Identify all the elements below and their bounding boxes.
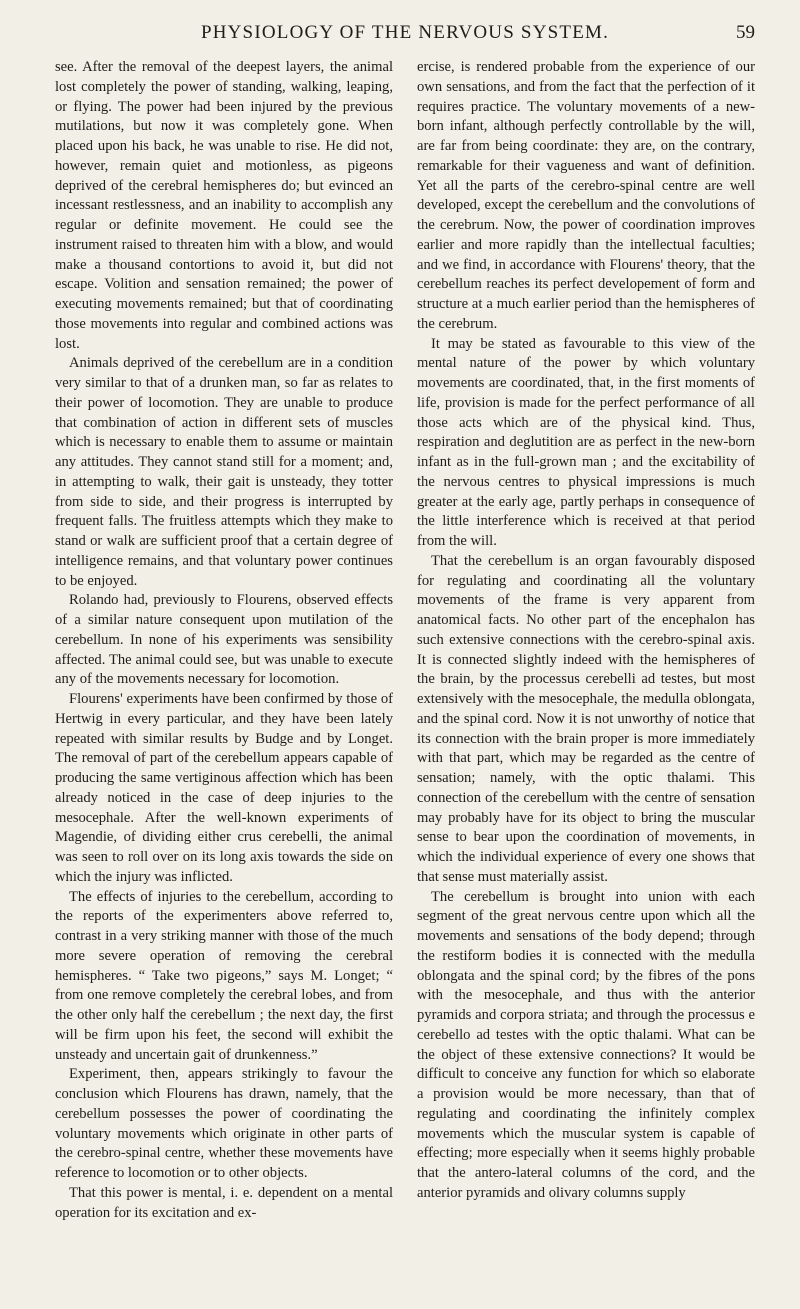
paragraph: Rolando had, previously to Flourens, observed effects of a similar nature consequent upon mutilation of the cerebellum. In none of his experiments was sensibility affected. The animal could see, but was unable to execute any of the movements necessary for locomotion. <box>55 592 393 688</box>
body-text <box>55 58 755 1293</box>
paragraph: The cerebellum is brought into union with each segment of the great nervous centre upon which all the movements and sensations of the body depend; through the restiform bodies it is connected with the medulla oblongata and the spinal cord; by the fibres of the pons with the mesocephale, and thus with the anterior pyramids and corpora striata; and through the processus e cerebello ad testes with the optic thalami. What can be the object of these extensive connections? It would be difficult to conceive any function for which so elaborate a provision would be more necessary, than that of regulating and coordinating the infinitely complex movements which the muscular system is capable of effecting; more especially when it seems highly probable that the antero-lateral columns of the cord, and the anterior pyramids and olivary columns supply <box>417 888 755 1201</box>
paragraph: Experiment, then, appears strikingly to favour the conclusion which Flourens has drawn, namely, that the cerebellum possesses the power of coordinating the voluntary movements which originate in other parts of the cerebro-spinal centre, whether these movements have reference to locomotion or to other objects. <box>55 1066 393 1181</box>
paragraph: The effects of injuries to the cerebellum, according to the reports of the experimenters above referred to, contrast in a very striking manner with those of the much more severe operation of removing the cerebral hemispheres. “ Take two pigeons,” says M. Longet; “ from one remove completely the cerebral lobes, and from the other only half the cerebellum ; the next day, the first will be firm upon his feet, the second will exhibit the unsteady and uncertain gait of drunkenness.” <box>55 888 393 1063</box>
page-number: 59 <box>736 22 755 43</box>
paragraph: That this power is mental, i. e. dependent on a mental operation for its excitation and ex- <box>55 1184 393 1221</box>
paragraph: Animals deprived of the cerebellum are in a condition very similar to that of a drunken man, so far as relates to their power of locomotion. They are unable to produce that combination of action in different sets of muscles which is necessary to enable them to assume or maintain any attitudes. They cannot stand still for a moment; and, in attempting to walk, their gait is unsteady, they totter from side to side, and their progress is interrupted by frequent falls. The fruitless attempts which they make to stand or walk are sufficient proof that a certain degree of intelligence remains, and that voluntary power continues to be enjoyed. <box>55 355 393 589</box>
page-header <box>55 22 755 52</box>
paragraph: It may be stated as favourable to this view of the mental nature of the power by which voluntary movements are coordinated, that, in the first moments of life, provision is made for the perfect performance of all those acts which are of the physical kind. Thus, respiration and deglutition are as perfect in the new-born infant as in the full-grown man ; and the excitability of the nervous centres to physical impressions is much greater at the early age, partly perhaps in consequence of the little interference which is received at that period from the will. <box>417 335 755 549</box>
paragraph: ercise, is rendered probable from the experience of our own sensations, and from the fact that the perfection of it requires practice. The voluntary movements of a new-born infant, although perfectly controllable by the will, are far from being coordinate: they are, on the contrary, remarkable for their vagueness and want of definition. Yet all the parts of the cerebro-spinal centre are well developed, except the cerebellum and the convolutions of the cerebrum. Now, the power of coordination improves earlier and more rapidly than the intellectual faculties; and we find, in accordance with Flourens' theory, that the cerebellum reaches its perfect developement of form and structure at a much earlier period than the hemispheres of the cerebrum. <box>417 59 755 332</box>
paragraph: That the cerebellum is an organ favourably disposed for regulating and coordinating all the voluntary movements of the frame is very apparent from anatomical facts. No other part of the encephalon has such extensive connections with the cerebro-spinal axis. It is connected slightly indeed with the hemispheres of the brain, by the processus cerebelli ad testes, but most extensively with the mesocephale, the medulla oblongata, and the spinal cord. Now it is not unworthy of notice that its connection with the brain proper is more immediately with that part, which may be regarded as the centre of sensation; namely, with the optic thalami. This connection of the cerebellum with the centre of sensation may probably have for its object to bring the muscular sense to bear upon the coordination of movements, in which the individual experience of every one shows that that sense must materially assist. <box>417 552 755 885</box>
right-column <box>417 58 755 1293</box>
running-title: PHYSIOLOGY OF THE NERVOUS SYSTEM. <box>200 22 610 43</box>
left-column <box>55 58 393 1293</box>
paragraph: Flourens' experiments have been confirmed by those of Hertwig in every particular, and they have been lately repeated with similar results by Budge and by Longet. The removal of part of the cerebellum appears capable of producing the same vertiginous affection which has been already noticed in the case of deep injuries to the mesocephale. After the well-known experiments of Magendie, of dividing either crus cerebelli, the animal was seen to roll over on its long axis towards the side on which the injury was inflicted. <box>55 691 393 885</box>
paragraph: see. After the removal of the deepest layers, the animal lost completely the power of standing, walking, leaping, or flying. The power had been injured by the previous mutilations, but now it was completely gone. When placed upon his back, he was unable to rise. He did not, however, remain quiet and motionless, as pigeons deprived of the cerebral hemispheres do; but evinced an incessant restlessness, and an inability to accomplish any regular or definite movement. He could see the instrument raised to threaten him with a blow, and would make a thousand contortions to avoid it, but did not escape. Volition and sensation remained; the power of executing movements remained; but that of coordinating those movements into regular and combined actions was lost. <box>55 59 393 352</box>
